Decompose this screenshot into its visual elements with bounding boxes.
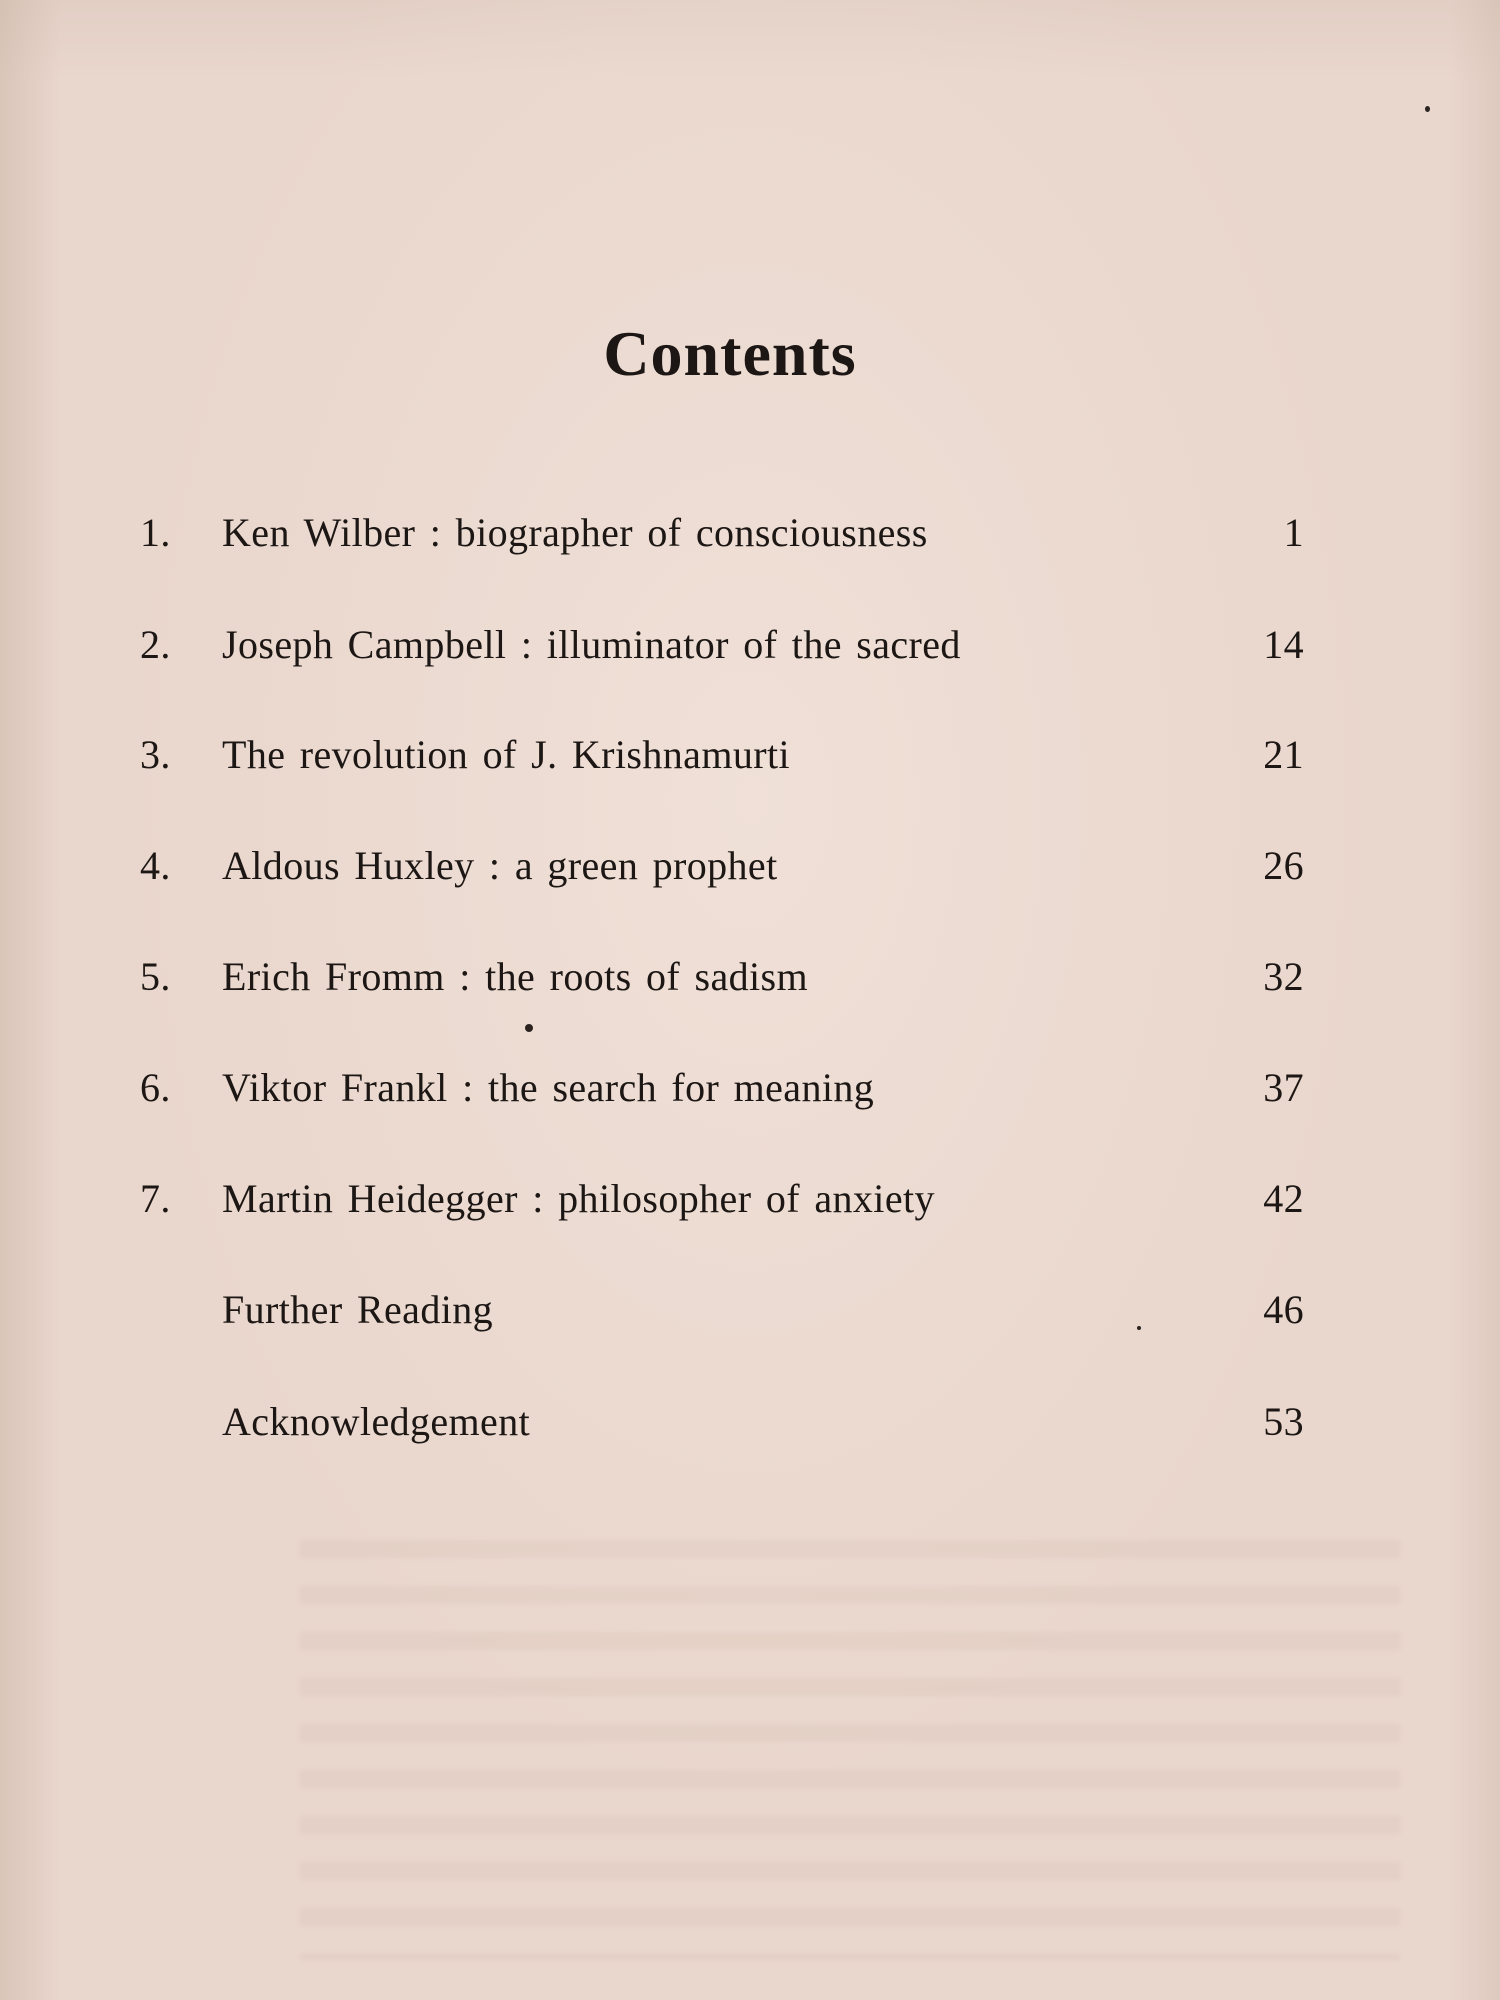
- toc-entry-page: 53: [1263, 1399, 1304, 1444]
- toc-entry-title: Martin Heidegger : philosopher of anxiety: [222, 1176, 935, 1221]
- ink-speck: [525, 1024, 533, 1032]
- toc-entry-title: The revolution of J. Krishnamurti: [222, 732, 790, 777]
- toc-entry-title: Further Reading: [222, 1287, 494, 1332]
- page-title: Contents: [603, 318, 857, 389]
- toc-entry-title: Joseph Campbell : illuminator of the sacred: [222, 622, 961, 667]
- toc-entry-number: 3.: [140, 732, 171, 777]
- toc-entry[interactable]: [0, 947, 1500, 1007]
- ink-speck: [1425, 106, 1430, 112]
- toc-entry-title: Viktor Frankl : the search for meaning: [222, 1065, 875, 1110]
- toc-entry[interactable]: [0, 1058, 1500, 1118]
- toc-entry-number: 7.: [140, 1176, 171, 1221]
- toc-entry[interactable]: [0, 1392, 1500, 1452]
- toc-entry-page: 32: [1263, 954, 1304, 999]
- ink-speck: [1137, 1326, 1141, 1330]
- toc-entry-title: Ken Wilber : biographer of consciousness: [222, 510, 928, 555]
- toc-entry-page: 46: [1263, 1287, 1304, 1332]
- toc-entry-page: 42: [1263, 1176, 1304, 1221]
- toc-entry-number: 6.: [140, 1065, 171, 1110]
- toc-entry-page: 14: [1263, 622, 1304, 667]
- toc-entry-number: 1.: [140, 510, 171, 555]
- toc-entry-number: 4.: [140, 843, 171, 888]
- toc-entry-page: 1: [1283, 510, 1304, 555]
- toc-entry-page: 26: [1263, 843, 1304, 888]
- toc-entry[interactable]: [0, 1280, 1500, 1340]
- toc-entry[interactable]: [0, 836, 1500, 896]
- toc-entry-title: Acknowledgement: [222, 1399, 531, 1444]
- toc-entry[interactable]: [0, 725, 1500, 785]
- toc-entry[interactable]: [0, 1169, 1500, 1229]
- toc-entry-page: 21: [1263, 732, 1304, 777]
- toc-entry-number: 2.: [140, 622, 171, 667]
- toc-entry-title: Aldous Huxley : a green prophet: [222, 843, 778, 888]
- toc-entry-title: Erich Fromm : the roots of sadism: [222, 954, 809, 999]
- toc-entry[interactable]: [0, 503, 1500, 563]
- toc-entry-number: 5.: [140, 954, 171, 999]
- toc-entry-page: 37: [1263, 1065, 1304, 1110]
- toc-entry[interactable]: [0, 615, 1500, 675]
